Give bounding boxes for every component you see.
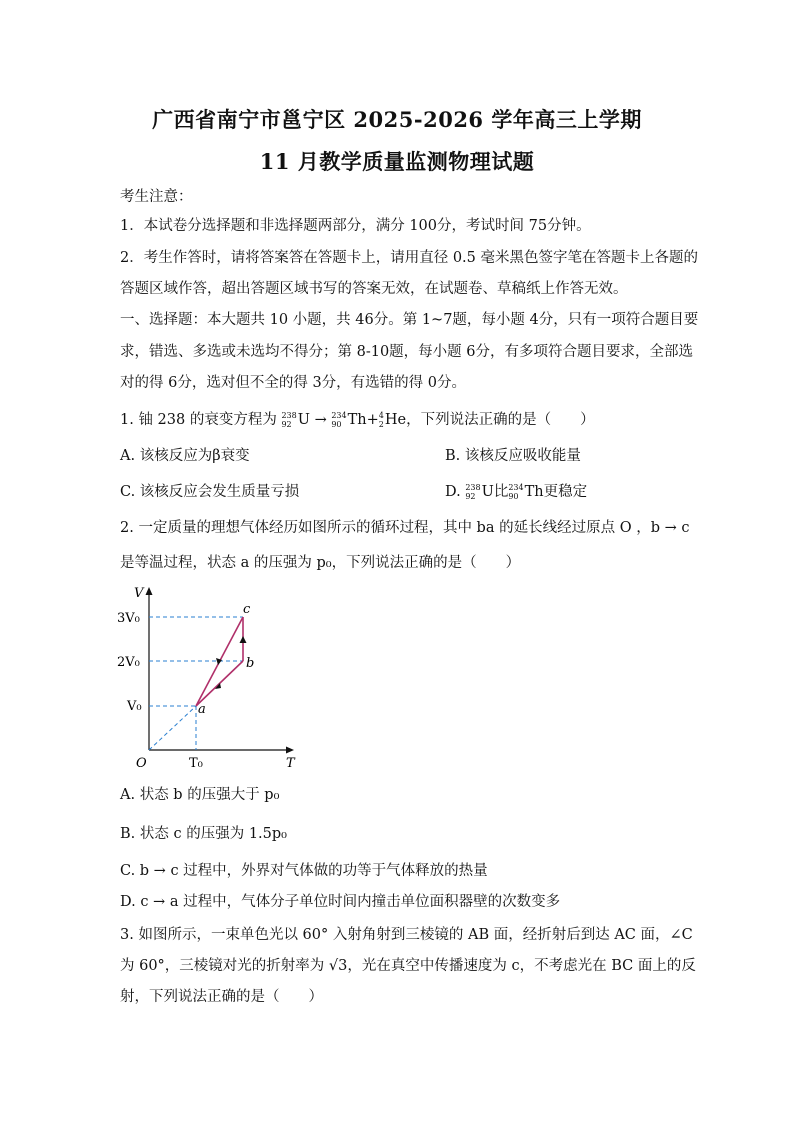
q2-stem-line2: 是等温过程，状态 a 的压强为 p₀，下列说法正确的是（ ） (120, 555, 521, 571)
tick-2v0: 2V₀ (117, 655, 140, 670)
th-symbol: Th (347, 412, 367, 428)
q1-stem (120, 410, 680, 430)
tick-v0: V₀ (127, 699, 142, 714)
notice-item-2a: 2．考生作答时，请将答案答在答题卡上，请用直径 0.5 毫米黑色签字笔在答题卡上各题的 (120, 250, 698, 266)
point-a-label: a (198, 702, 206, 717)
th-nuclide-numbers-d: 234 90 (508, 483, 524, 501)
notice-heading: 考生注意： (120, 189, 193, 205)
axis-v-label: V (134, 586, 144, 601)
segment-a-b (196, 661, 243, 706)
axis-t-label: T (286, 756, 295, 771)
exam-title-line2: 11 月教学质量监测物理试题 (259, 149, 535, 174)
he-symbol: He (384, 412, 407, 428)
q1-option-d: D. 238 92 U比 234 90 Th更稳定 (445, 483, 588, 501)
reaction-arrow: → (314, 412, 327, 428)
notice-item-1: 1．本试卷分选择题和非选择题两部分，满分 100分，考试时间 75分钟。 (120, 218, 591, 234)
q2-option-b: B. 状态 c 的压强为 1.5p₀ (120, 826, 287, 842)
q2-option-d: D. c → a 过程中，气体分子单位时间内撞击单位面积器壁的次数变多 (120, 894, 561, 910)
th-nuclide-numbers: 234 90 (331, 411, 347, 429)
guide-lines (149, 617, 243, 750)
he-nuclide-numbers: 4 2 (378, 411, 384, 429)
q2-option-c: C. b → c 过程中，外界对气体做的功等于气体释放的热量 (120, 863, 488, 879)
arrow-b-to-c (240, 636, 247, 643)
origin-label: O (136, 756, 147, 771)
q1-prefix: 1. 铀 238 的衰变方程为 (120, 412, 277, 428)
u-nuclide-numbers: 238 92 (281, 411, 297, 429)
point-b-label: b (246, 656, 255, 671)
u-nuclide-numbers-d: 238 92 (465, 483, 481, 501)
u-symbol: U (297, 412, 310, 428)
t-axis-arrow (286, 747, 294, 754)
q1-option-b: B. 该核反应吸收能量 (445, 448, 581, 464)
plus-sign: + (366, 412, 379, 428)
q3-stem-line3: 射，下列说法正确的是（ ） (120, 989, 323, 1005)
q3-stem-line1: 3. 如图所示，一束单色光以 60° 入射角射到三棱镜的 AB 面，经折射后到达 AC 面，∠C (120, 927, 693, 943)
guide-origin-extension (149, 706, 196, 750)
q1-option-c: C. 该核反应会发生质量亏损 (120, 484, 300, 500)
q3-stem-line2: 为 60°，三棱镜对光的折射率为 √3，光在真空中传播速度为 c，不考虑光在 BC 面上的反 (120, 958, 696, 974)
tick-t0: T₀ (189, 756, 203, 771)
vt-cycle-graph (112, 585, 312, 775)
q1-option-a: A. 该核反应为β衰变 (120, 448, 250, 464)
exam-title-line1: 广西省南宁市邕宁区 2025-2026 学年高三上学期 (152, 107, 642, 132)
tick-3v0: 3V₀ (117, 611, 140, 626)
q2-option-a: A. 状态 b 的压强大于 p₀ (120, 787, 280, 803)
v-axis-arrow (146, 587, 153, 595)
section1-line3: 对的得 6分，选对但不全的得 3分，有选错的得 0分。 (120, 375, 467, 391)
q1-suffix: ，下列说法正确的是（ ） (406, 412, 595, 428)
point-c-label: c (243, 602, 251, 617)
q2-stem-line1: 2. 一定质量的理想气体经历如图所示的循环过程，其中 ba 的延长线经过原点 O ，b → c (120, 520, 690, 536)
notice-item-2b: 答题区域作答，超出答题区域书写的答案无效，在试题卷、草稿纸上作答无效。 (120, 281, 628, 297)
section1-line1: 一、选择题：本大题共 10 小题，共 46分。第 1~7题，每小题 4分，只有一项符合题目要 (120, 312, 699, 328)
section1-line2: 求，错选、多选或未选均不得分；第 8-10题，每小题 6分，有多项符合题目要求，全部选 (120, 344, 694, 360)
